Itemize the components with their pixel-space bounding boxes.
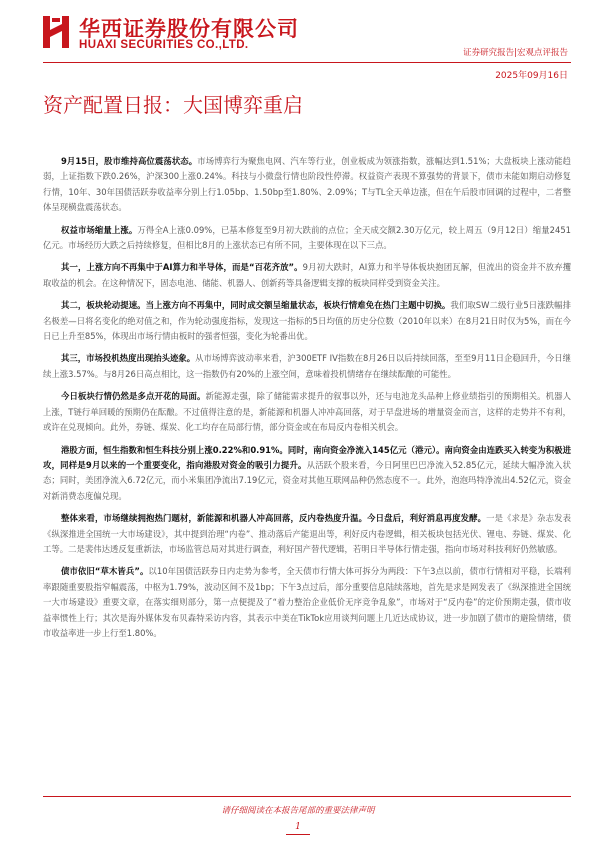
report-type-label: 证券研究报告|宏观点评报告 (463, 48, 568, 58)
report-header (0, 0, 596, 100)
paragraph-body: 万得全A上涨0.09%，已基本修复至9月初大跌前的点位；全天成交额2.30万亿元，较上周五（9月12日）缩量2451亿元。市场经历大跌之后持续修复，但相比8月的上涨状态已有所不同，主要体现在以下三点。 (43, 224, 571, 251)
company-name-en: HUAXI SECURITIES CO.,LTD. (79, 39, 249, 51)
legal-disclaimer: 请仔细阅读在本报告尾部的重要法律声明 (221, 806, 375, 816)
page-number-underline (286, 834, 310, 835)
paragraph-lead: 权益市场缩量上涨。 (61, 224, 138, 235)
paragraph-1 (43, 154, 571, 216)
paragraph-4 (43, 298, 571, 344)
report-body (43, 154, 571, 648)
paragraph-lead: 9月15日，股市维持高位震荡状态。 (61, 156, 198, 166)
paragraph-body: 新能源走强，除了储能需求提升的叙事以外，还与电池龙头品种上修业绩指引的预期相关。机器人上涨，T链行单回暖的预期仍在酝酿。不过值得注意的是，新能源和机器人冲冲高回落，对于早盘进场的增量资金而言，这样的走势并不有利，或许在兑现倾向。此外，券链、煤炭、化工均存在局部行情，部分资金或在布局反内卷相关机会。 (43, 391, 572, 433)
paragraph-body: 从活跃个股来看，今日阿里巴巴净流入52.85亿元，延续大幅净流入状态；同时，美团净流入6.72亿元，而小米集团净流出7.19亿元，资金对其他互联网品种仍然态度不一。此外，泡泡玛特净流出4.52亿元，资金对新消费态度偏兑现。 (43, 459, 572, 501)
page-number: 1 (295, 822, 301, 832)
paragraph-body: 一是《求是》杂志发表《纵深推进全国统一大市场建设》，其中提到治理“内卷”、推动落后产能退出等，利好反内卷逻辑，相关板块包括光伏、锂电、券链、煤炭、化工等。二是裴伟达透反复重新法，市场监管总局对其进行调查，利好国产替代逻辑，若明日半导体行情走强，指向市场对科技利好仍然敏感。 (43, 513, 572, 554)
header-divider (43, 62, 571, 63)
report-title: 资产配置日报：大国博弈重启 (43, 93, 303, 117)
paragraph-6 (43, 389, 571, 435)
paragraph-2 (43, 223, 571, 254)
paragraph-body: 我们取SW二级行业5日涨跌幅排名极差—日将名变化的绝对值之和，作为轮动强度指标，发现这一指标的5日均值的历史分位数（2010年以来）在8月21日时仅为5%，而在今日已上升至85%，体现出市场行情由板时的强者恒强，变化为轮番出优。 (43, 300, 571, 342)
paragraph-body: 市场博弈行为聚焦电网、汽车等行业，创业板成为领涨指数，涨幅达到1.51%；大盘板块上涨动能趋弱，上证指数下跌0.26%，沪深300上涨0.24%。科技与小微盘行情也阶段性停滞。权益资产表现不算强势的背景下，债市未能如期启动修复行情，10年、30年国债活跃券收益率分别上行1.05bp、1.50bp至1.80%、2.09%；T与TL全天单边涨，但在午后股市回调的过程中，二者整体呈现横盘震荡状态。 (43, 156, 571, 213)
paragraph-7 (43, 443, 571, 505)
paragraph-lead: 其二，板块轮动提速。当上涨方向不再集中，同时成交额呈缩量状态，板块行情难免在热门主题中切换。 (61, 300, 451, 311)
huaxi-logo-icon (43, 16, 69, 48)
paragraph-lead: 港股方面，恒生指数和恒生科技分别上涨0.22%和0.91%。同时，南向资金净流入145亿元（港元）。南向资金由连跌买入转变为积极进攻，同样是9月以来的一个重要变化，指向港股对资金的吸引力提升。 (43, 444, 571, 470)
paragraph-lead: 其三，市场投机热度出现抬头迹象。 (61, 353, 196, 364)
report-date: 2025年09月16日 (495, 71, 568, 81)
paragraph-8 (43, 511, 571, 557)
paragraph-3 (43, 260, 571, 291)
paragraph-5 (43, 351, 571, 382)
paragraph-lead: 其一，上涨方向不再集中于AI算力和半导体，而是“百花齐放”。 (61, 262, 303, 273)
paragraph-body: 以10年国债活跃券日内走势为参考，全天债市行情大体可拆分为两段：下午3点以前，债市行情相对平稳，长端利率跟随重要股指窄幅震荡，中枢为1.79%，波动区间不及1bp；下午3点过后，部分重要信息陆续落地，首先是求是网发表了《纵深推进全国统一大市场建设》重要文章，在落实细则部分，第一点便提及了“着力整治企业低价无序竞争乱象”，市场对于“反内卷”的定价预期走强，债市收益率惯性上行；其次是海外媒体发布贝森特采访内容，其表示中美在TikTok应用谈判问题上几近达成协议，进一步加剧了债市的避险情绪，债市收益率进一步上行至1.80%。 (43, 566, 571, 638)
paragraph-lead: 整体来看，市场继续拥抱热门题材，新能源和机器人冲高回落，反内卷热度升温。今日盘后，利好消息再度发酵。 (61, 513, 487, 524)
footer-divider (43, 796, 571, 797)
company-name-cn: 华西证券股份有限公司 (79, 17, 299, 41)
paragraph-body: 9月初大跌时，AI算力和半导体板块抱团瓦解，但流出的资金并不放弃攫取收益的机会。在这种情况下，固态电池、储能、机器人、创新药等具备逻辑支撑的板块同样受到资金关注。 (43, 262, 571, 288)
paragraph-body: 从市场博弈波动率来看，沪300ETF IV指数在8月26日以后持续回落，至至9月11日企稳回升，今日继续上涨3.57%。与8月26日高点相比，这一指数仍有20%的上涨空间，意味着投机情绪存在继续酝酿的可能性。 (43, 353, 572, 379)
paragraph-9 (43, 564, 571, 641)
paragraph-lead: 今日板块行情仍然是多点开花的局面。 (61, 391, 206, 402)
paragraph-lead: 债市依旧“草木皆兵”。 (61, 566, 149, 577)
